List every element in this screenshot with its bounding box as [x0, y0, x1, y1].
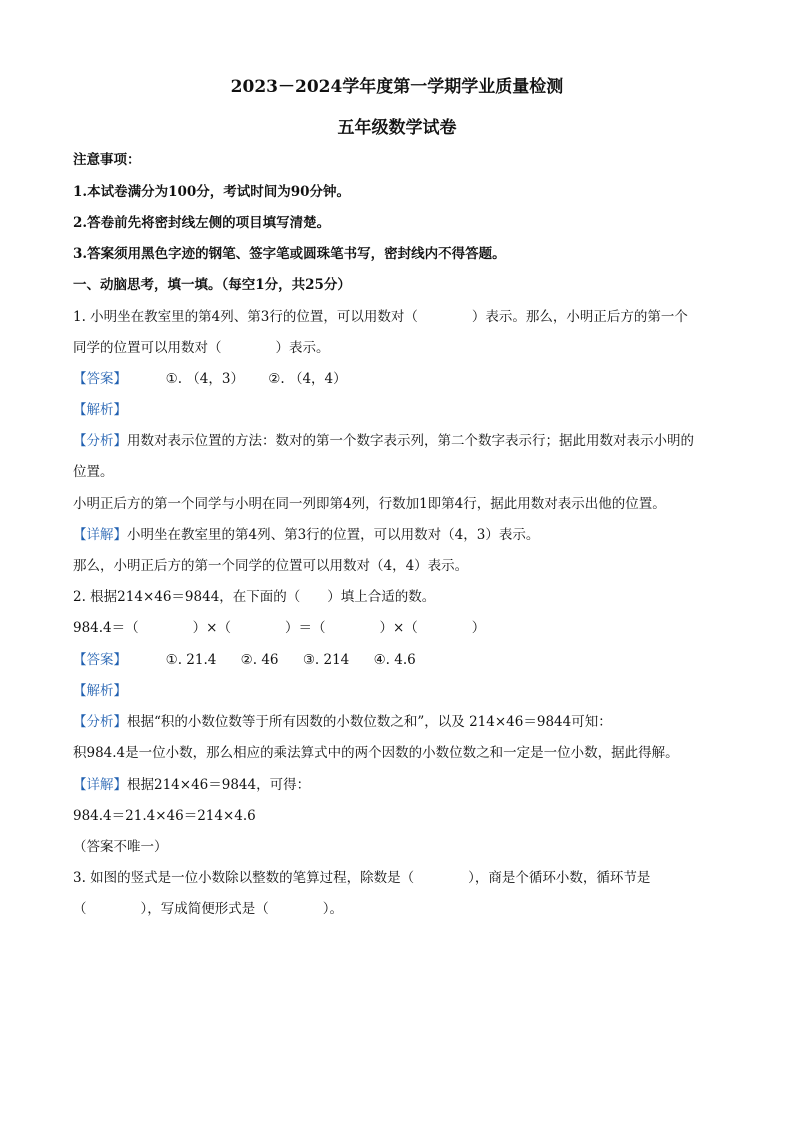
q1-analysis-label: 【解析】 [73, 402, 127, 418]
q1-text-line-1: 1. 小明坐在教室里的第4列、第3行的位置，可以用数对（ ）表示。那么，小明正后方的第一个 [73, 309, 688, 325]
q1-answer-2: ②. （4，4） [268, 371, 347, 387]
q2-detail-line-2: 984.4＝21.4×46＝214×4.6 [73, 808, 256, 824]
q2-detail-line-1: 【详解】根据214×46＝9844，可得： [73, 777, 311, 793]
page-title: 2023－2024学年度第一学期学业质量检测 [230, 77, 564, 97]
q2-text-line-2: 984.4＝（ ）×（ ）＝（ ）×（ ） [73, 620, 486, 636]
q1-answer-row [73, 369, 367, 389]
q1-fenxi-line-3: 小明正后方的第一个同学与小明在同一列即第4列，行数加1即第4行，据此用数对表示出他的位置。 [73, 496, 666, 512]
section-heading: 一、动脑思考，填一填。（每空1分，共25分） [73, 277, 351, 293]
q2-answer-3: ③. 214 [302, 652, 350, 668]
fenxi-label: 【分析】 [73, 714, 127, 730]
q1-detail-line-1: 【详解】小明坐在教室里的第4列、第3行的位置，可以用数对（4，3）表示。 [73, 527, 540, 543]
q2-fenxi-line-1: 【分析】根据“积的小数位数等于所有因数的小数位数之和”，以及 214×46＝9844可知： [73, 714, 612, 730]
detail-label: 【详解】 [73, 527, 127, 543]
q2-answer-1: ①. 21.4 [165, 652, 217, 668]
q1-detail-line-2: 那么，小明正后方的第一个同学的位置可以用数对（4，4）表示。 [73, 558, 469, 574]
q1-fenxi-line-2: 位置。 [73, 464, 114, 480]
notes-item-2: 2.答卷前先将密封线左侧的项目填写清楚。 [73, 215, 331, 231]
q2-analysis-label: 【解析】 [73, 683, 127, 699]
q2-answer-row [73, 650, 436, 670]
q3-text-line-1: 3. 如图的竖式是一位小数除以整数的笔算过程，除数是（ ），商是个循环小数，循环节是 [73, 870, 651, 886]
q1-answer-1: ①. （4，3） [165, 371, 244, 387]
notes-heading: 注意事项： [73, 152, 141, 168]
answer-label: 【答案】 [73, 652, 127, 668]
page-subtitle: 五年级数学试卷 [337, 118, 457, 138]
q2-answer-2: ②. 46 [240, 652, 279, 668]
notes-item-3: 3.答案须用黑色字迹的钢笔、签字笔或圆珠笔书写，密封线内不得答题。 [73, 246, 506, 262]
q3-text-line-2: （ ），写成简便形式是（ ）。 [73, 901, 343, 917]
q2-fenxi-line-2: 积984.4是一位小数，那么相应的乘法算式中的两个因数的小数位数之和一定是一位小数，据此得解。 [73, 745, 679, 761]
notes-item-1: 1.本试卷满分为100分，考试时间为90分钟。 [73, 184, 351, 200]
q2-answer-4: ④. 4.6 [373, 652, 416, 668]
q1-text-line-2: 同学的位置可以用数对（ ）表示。 [73, 340, 330, 356]
q1-fenxi-line-1: 【分析】用数对表示位置的方法：数对的第一个数字表示列，第二个数字表示行；据此用数对表示小明的 [73, 433, 694, 449]
detail-label: 【详解】 [73, 777, 127, 793]
q2-text-line-1: 2. 根据214×46＝9844，在下面的（ ）填上合适的数。 [73, 589, 436, 605]
answer-label: 【答案】 [73, 371, 127, 387]
fenxi-label: 【分析】 [73, 433, 127, 449]
q2-note: （答案不唯一） [73, 839, 168, 855]
